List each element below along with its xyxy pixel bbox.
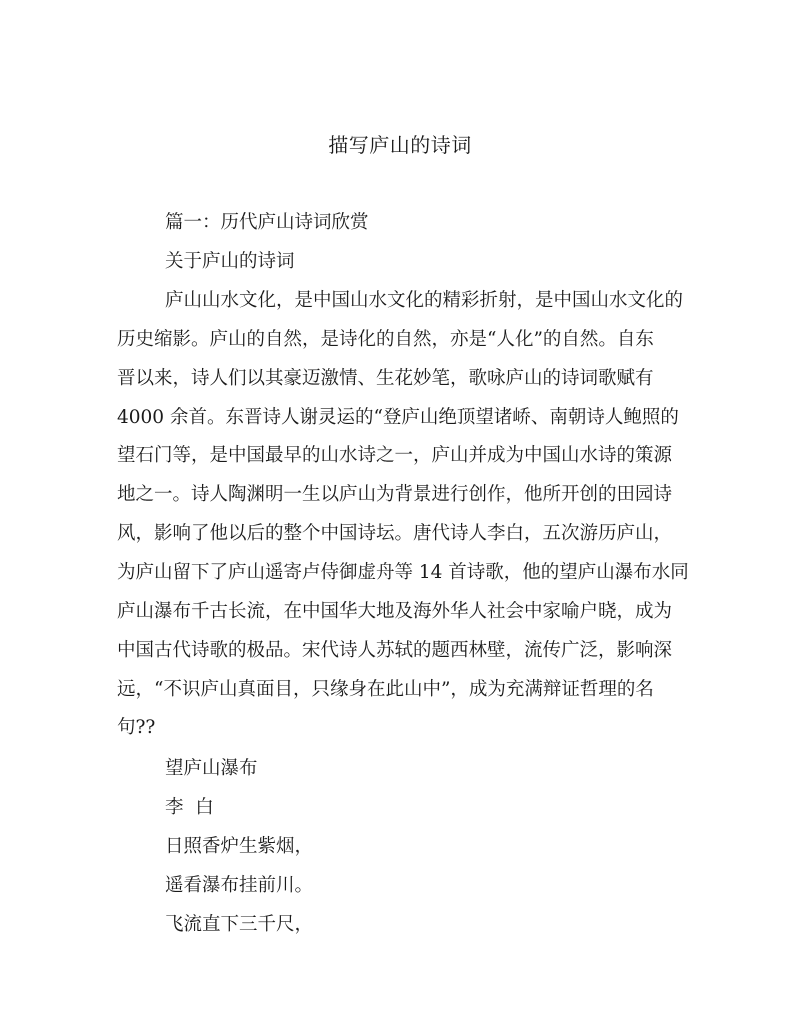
paragraph-line: 为庐山留下了庐山遥寄卢侍御虚舟等 14 首诗歌，他的望庐山瀑布水同 xyxy=(117,562,689,583)
sub-heading: 关于庐山的诗词 xyxy=(165,251,295,272)
poem-author: 李 白 xyxy=(165,797,214,818)
paragraph-line: 中国古代诗歌的极品。宋代诗人苏轼的题西林壁，流传广泛，影响深 xyxy=(117,640,673,661)
paragraph-line: 远，“不识庐山真面目，只缘身在此山中”，成为充满辩证哲理的名 xyxy=(117,679,654,700)
paragraph-line: 庐山山水文化，是中国山水文化的精彩折射，是中国山水文化的 xyxy=(165,290,684,311)
paragraph-line: 风，影响了他以后的整个中国诗坛。唐代诗人李白，五次游历庐山， xyxy=(117,523,673,544)
poem-line: 飞流直下三千尺， xyxy=(165,914,314,935)
poem-title: 望庐山瀑布 xyxy=(165,758,258,779)
paragraph-line: 地之一。诗人陶渊明一生以庐山为背景进行创作，他所开创的田园诗 xyxy=(117,484,673,505)
section-heading: 篇一：历代庐山诗词欣赏 xyxy=(165,212,369,233)
poem-line: 日照香炉生紫烟， xyxy=(165,836,314,857)
paragraph-line: 历史缩影。庐山的自然，是诗化的自然，亦是“人化”的自然。自东 xyxy=(117,329,654,350)
paragraph-line: 庐山瀑布千古长流，在中国华大地及海外华人社会中家喻户晓，成为 xyxy=(117,601,673,622)
paragraph-line: 望石门等，是中国最早的山水诗之一，庐山并成为中国山水诗的策源 xyxy=(117,445,673,466)
paragraph-line: 晋以来，诗人们以其豪迈激情、生花妙笔，歌咏庐山的诗词歌赋有 xyxy=(117,368,654,389)
document-title: 描写庐山的诗词 xyxy=(328,133,472,157)
poem-line: 遥看瀑布挂前川。 xyxy=(165,875,314,896)
paragraph-line: 4000 余首。东晋诗人谢灵运的“登庐山绝顶望诸峤、南朝诗人鲍照的 xyxy=(117,407,679,428)
paragraph-line: 句?? xyxy=(117,717,156,738)
